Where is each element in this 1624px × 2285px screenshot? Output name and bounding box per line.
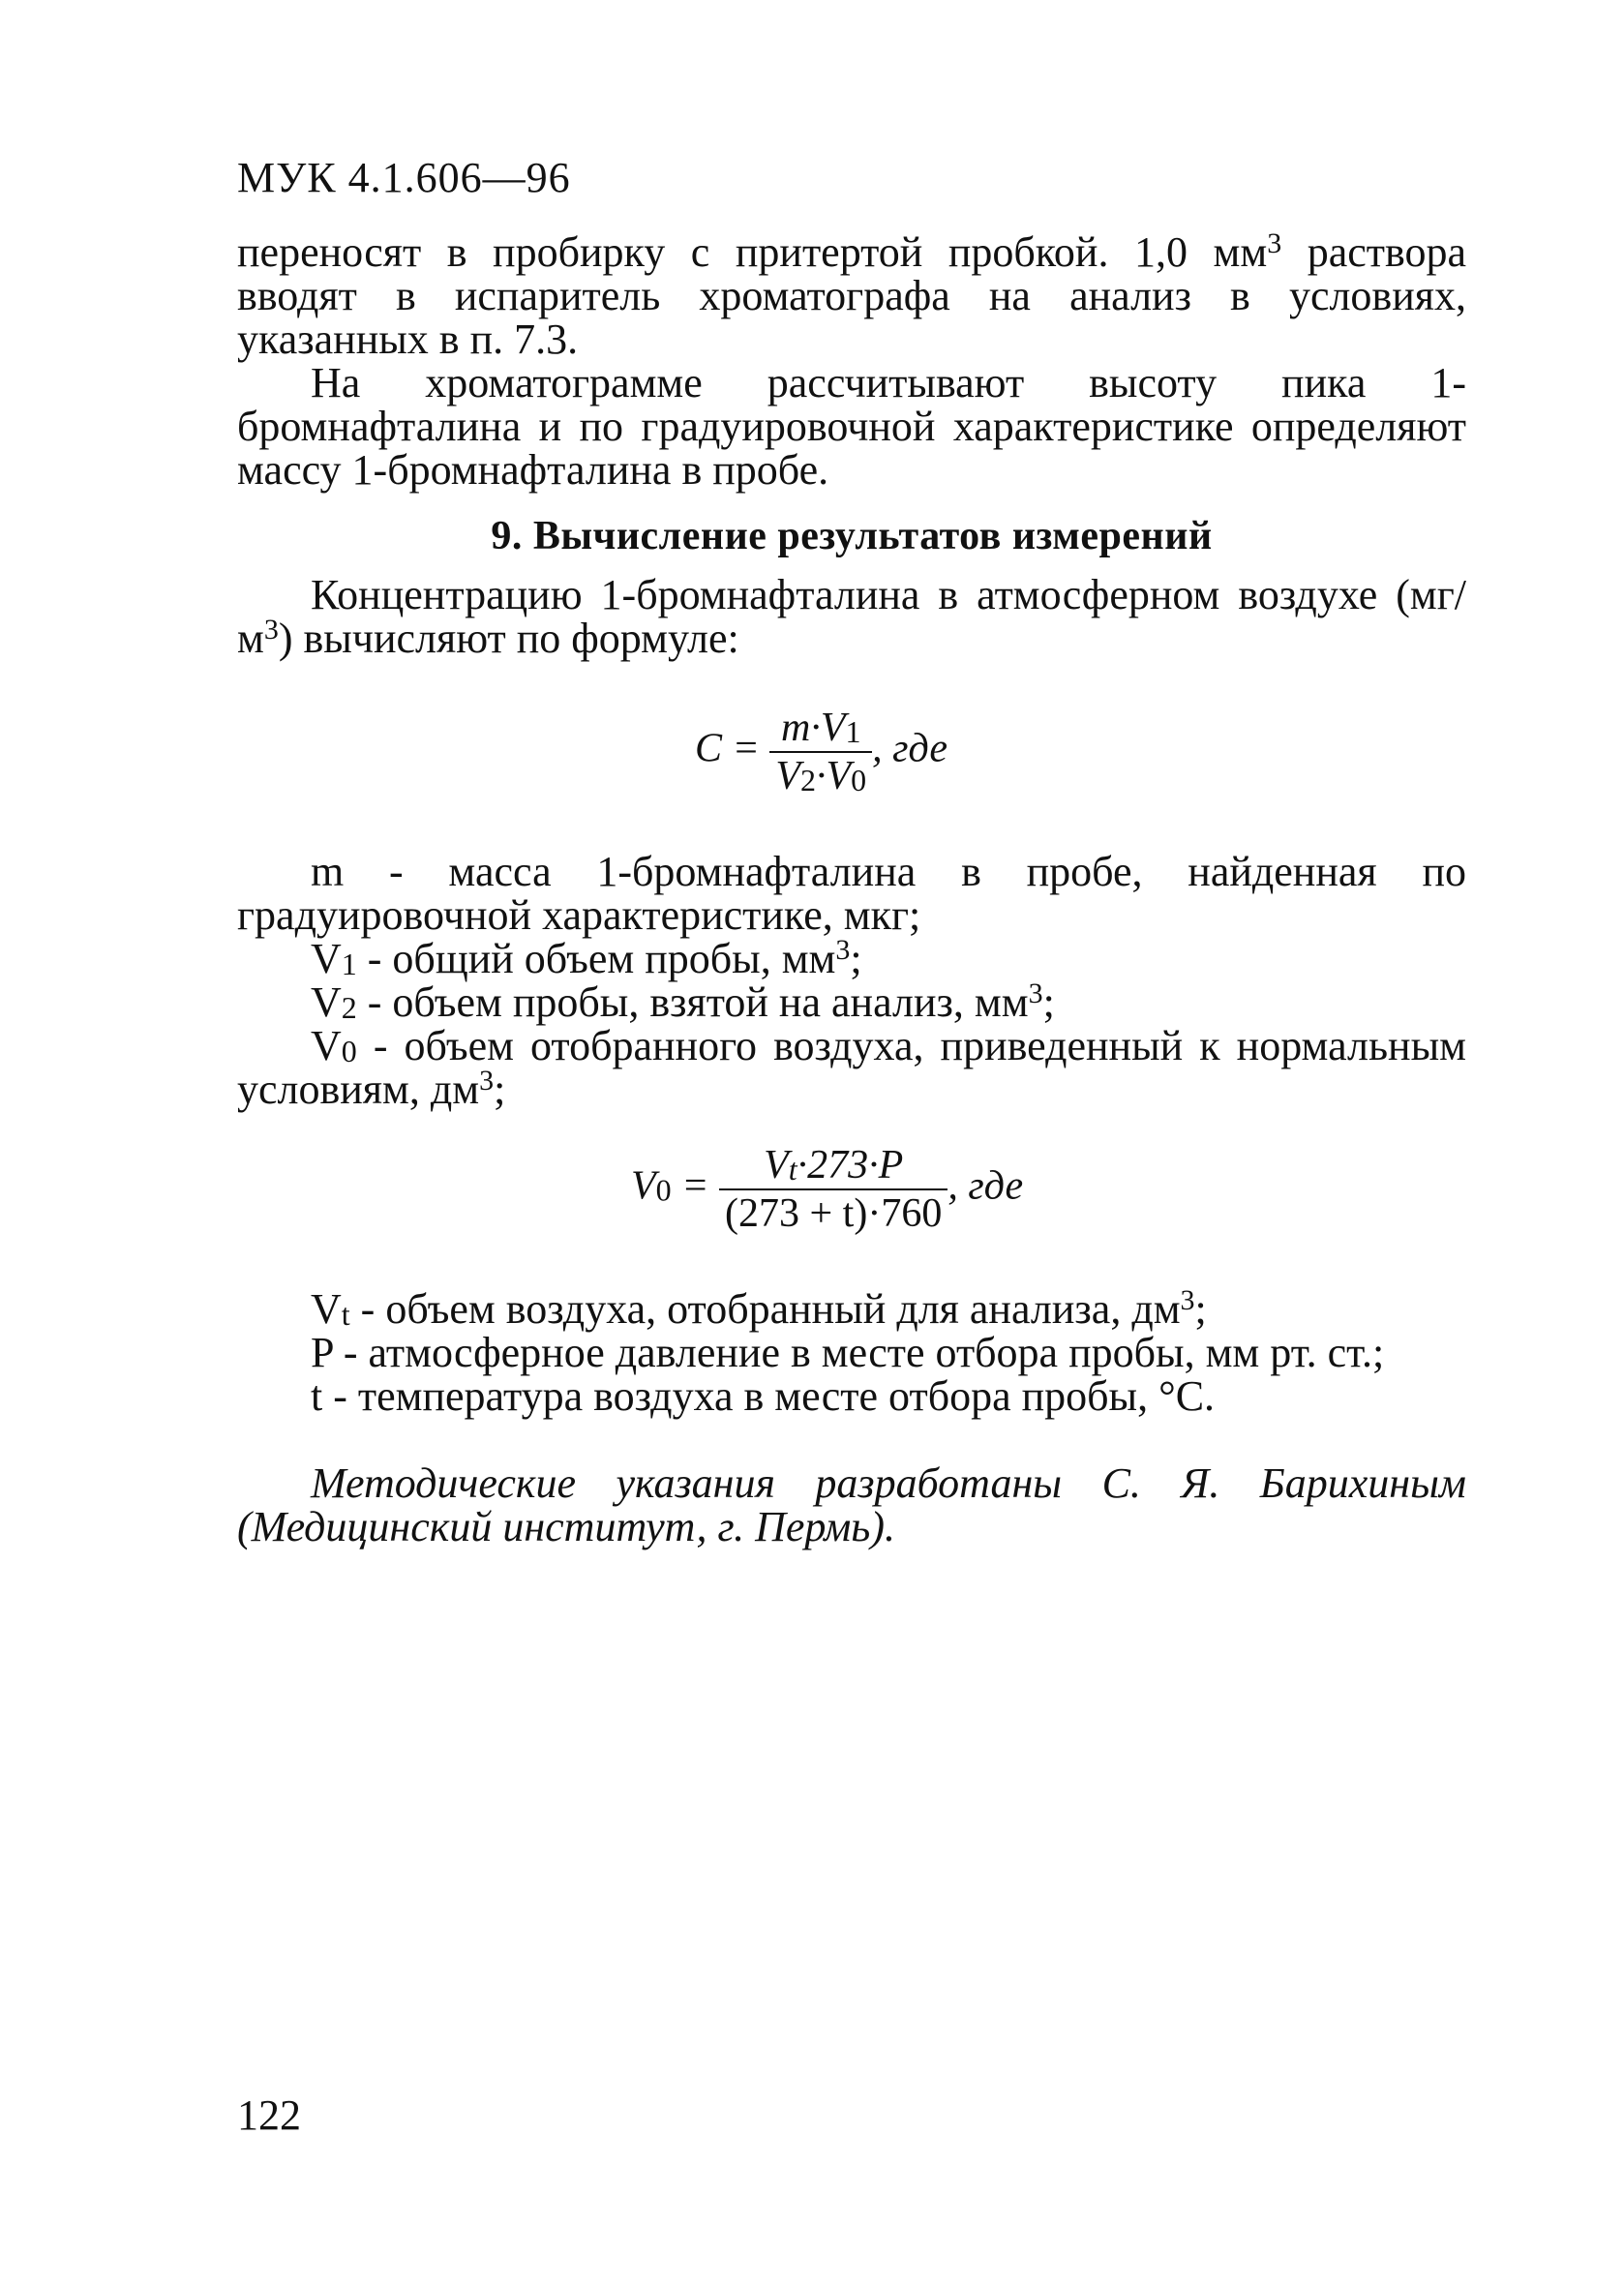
body-top [237, 227, 1466, 494]
section-heading-block [237, 513, 1466, 559]
definition-v2 [237, 977, 1466, 1026]
subscript: t [788, 1152, 797, 1187]
document-header: МУК 4.1.606—96 [237, 154, 571, 201]
section-title: 9. Вычисление результатов измерений [491, 514, 1213, 558]
subscript: 2 [800, 763, 817, 797]
formula-fraction [769, 705, 872, 799]
definition-text: - общий объем пробы, мм [356, 935, 836, 982]
symbol: V [311, 978, 342, 1026]
subscript: 0 [655, 1172, 672, 1208]
formula-lhs: C = [695, 726, 760, 771]
credit-note: Методические указания разработаны С. Я. Барихиным (Медицинский институт, г. Пермь). [237, 1459, 1466, 1550]
formula-where: , где [872, 726, 947, 771]
paragraph-3-text-b: ) вычисляют по формуле: [278, 615, 739, 662]
formula-equals: = [671, 1163, 709, 1209]
subscript: 2 [341, 990, 357, 1025]
formula-numerator [769, 705, 872, 753]
superscript: 3 [1267, 227, 1282, 259]
paragraph-1-text-b: раствора вводят в испаритель хроматографа на анализ в условиях, указанных в п. 7.3. [237, 228, 1466, 363]
superscript: 3 [835, 934, 851, 966]
superscript: 3 [1180, 1284, 1195, 1316]
punctuation: ; [850, 935, 862, 982]
subscript: 0 [341, 1034, 357, 1068]
superscript: 3 [479, 1065, 495, 1097]
definitions-1 [237, 850, 1466, 1111]
paragraph-1-text-a: переносят в пробирку с притертой пробкой. 1,0 мм [237, 228, 1268, 276]
formula-denominator: (273 + t)·760 [725, 1191, 943, 1236]
superscript: 3 [1028, 977, 1043, 1009]
symbol: V [311, 1285, 342, 1333]
numerator-text: m·V [781, 706, 846, 750]
denominator-text-b: ·V [816, 754, 852, 798]
punctuation: ; [494, 1066, 506, 1113]
subscript: 0 [851, 763, 867, 797]
symbol: V [311, 1022, 342, 1069]
volume-formula [631, 1142, 1023, 1237]
concentration-formula [695, 705, 947, 799]
body-formula-intro [237, 573, 1466, 660]
definition-text: - объем воздуха, отобранный для анализа, дм [349, 1285, 1181, 1333]
numerator-text-a: V [764, 1143, 789, 1188]
formula-denominator [769, 753, 872, 799]
definitions-2 [237, 1284, 1466, 1420]
punctuation: ; [1194, 1285, 1207, 1333]
definition-p: P - атмосферное давление в месте отбора пробы, мм рт. ст.; [311, 1329, 1385, 1376]
definition-t: t - температура воздуха в месте отбора пробы, °С. [311, 1372, 1216, 1420]
punctuation: ; [1042, 978, 1055, 1026]
definition-v1 [237, 934, 1466, 982]
page-number: 122 [237, 2091, 301, 2139]
symbol: V [311, 935, 342, 982]
subscript: t [341, 1297, 350, 1332]
numerator-text-b: ·273·P [797, 1143, 904, 1188]
paragraph-2: На хроматограмме рассчитывают высоту пика 1-бромнафталина и по градуировочной характеристике определяют массу 1-бромнафталина в пробе. [237, 359, 1466, 494]
paragraph-3-text-a: Концентрацию 1-бромнафталина в атмосферном воздухе (мг/м [237, 571, 1466, 662]
subscript: 1 [845, 714, 861, 749]
definition-text: - объем отобранного воздуха, приведенный к нормальным условиям, дм [237, 1022, 1466, 1113]
formula-numerator [719, 1142, 947, 1190]
formula-fraction [719, 1142, 947, 1237]
definition-text: - объем пробы, взятой на анализ, мм [356, 978, 1029, 1026]
definition-m: m - масса 1-бромнафталина в пробе, найденная по градуировочной характеристике, мкг; [237, 848, 1466, 939]
subscript: 1 [341, 947, 357, 981]
superscript: 3 [263, 614, 279, 646]
formula-lhs: V [631, 1163, 656, 1209]
paragraph-1 [237, 227, 1466, 363]
formula-where: , где [947, 1163, 1024, 1209]
definition-v0 [237, 1024, 1466, 1111]
paragraph-3 [237, 573, 1466, 660]
denominator-text-a: V [775, 754, 801, 798]
credits-block [237, 1461, 1466, 1548]
definition-vt [237, 1284, 1466, 1333]
